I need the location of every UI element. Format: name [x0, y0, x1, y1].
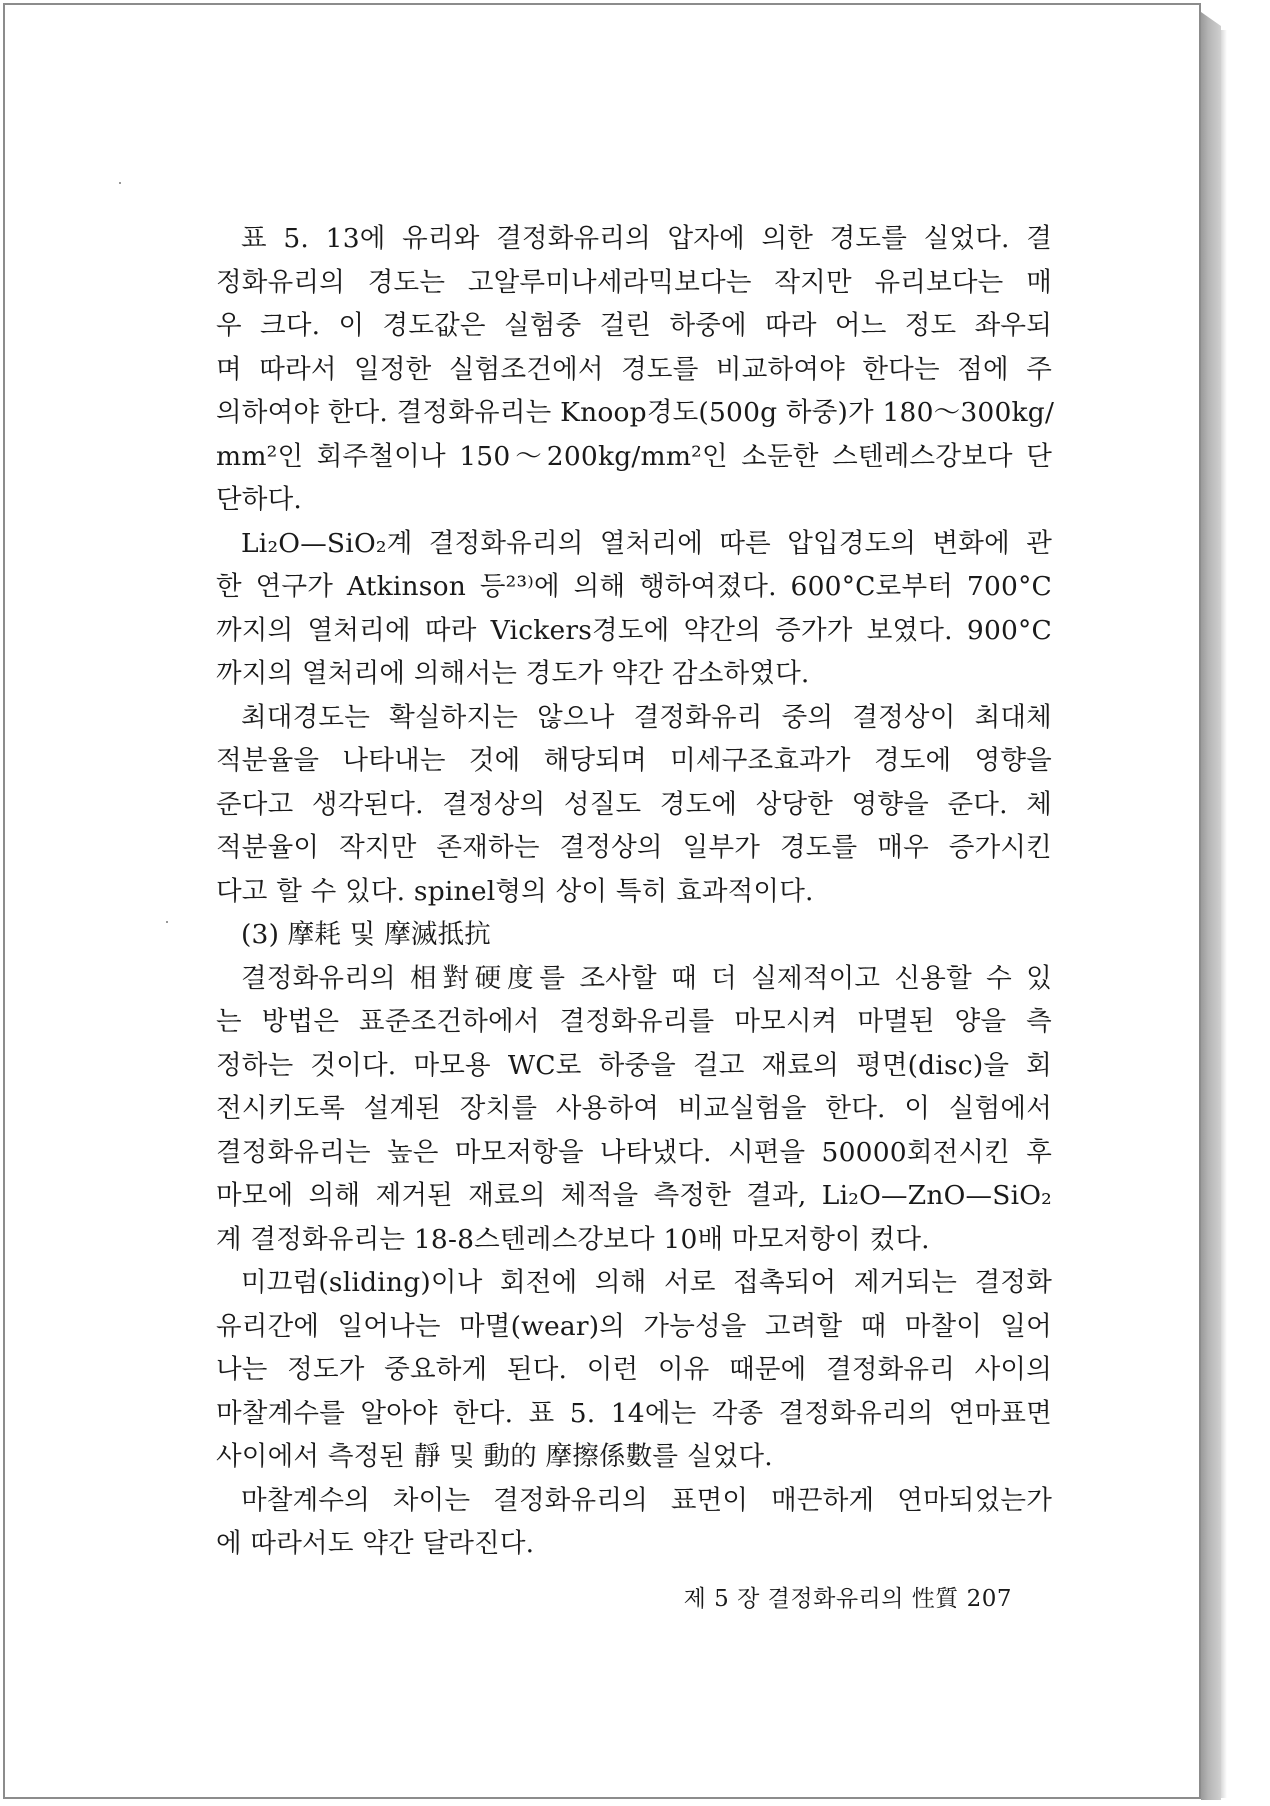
- paragraph-line: 까지의 열처리에 의해서는 경도가 약간 감소하였다.: [216, 658, 810, 689]
- paragraph-line: 결정화유리의 相對硬度를 조사할 때 더 실제적이고 신용할 수 있: [241, 962, 1052, 994]
- paragraph-line: 에 따라서도 약간 달라진다.: [216, 1528, 535, 1559]
- section-heading: (3) 摩耗 및 摩滅抵抗: [241, 919, 492, 950]
- paragraph-line: 마찰계수의 차이는 결정화유리의 표면이 매끈하게 연마되었는가: [241, 1484, 1052, 1516]
- paragraph-line: 전시키도록 설계된 장치를 사용하여 비교실험을 한다. 이 실험에서: [216, 1093, 1052, 1124]
- paragraph-line: 사이에서 측정된 靜 및 動的 摩擦係數를 실었다.: [216, 1441, 773, 1472]
- page-edge-shadow: [1221, 30, 1227, 1798]
- paragraph-line: 다고 할 수 있다. spinel형의 상이 특히 효과적이다.: [216, 875, 814, 907]
- paragraph-line: 준다고 생각된다. 결정상의 성질도 경도에 상당한 영향을 준다. 체: [216, 788, 1052, 820]
- paragraph-line: 까지의 열처리에 따라 Vickers경도에 약간의 증가가 보였다. 900°C: [216, 614, 1052, 646]
- paragraph-line: 정화유리의 경도는 고알루미나세라믹보다는 작지만 유리보다는 매: [216, 266, 1052, 298]
- paragraph-line: 정하는 것이다. 마모용 WC로 하중을 걸고 재료의 평면(disc)을 회: [216, 1049, 1052, 1081]
- page-edge: [1201, 12, 1221, 1800]
- paragraph-line: 최대경도는 확실하지는 않으나 결정화유리 중의 결정상이 최대체: [241, 701, 1052, 733]
- body-text: [216, 217, 1055, 1566]
- scan-speck: [119, 182, 121, 184]
- paragraph-line: 는 방법은 표준조건하에서 결정화유리를 마모시켜 마멸된 양을 측: [216, 1006, 1052, 1037]
- paragraph-line: 마모에 의해 제거된 재료의 체적을 측정한 결과, Li₂O—ZnO—SiO₂: [216, 1180, 1052, 1211]
- page-footer: 제 5 장 결정화유리의 性質 207: [683, 1586, 1012, 1612]
- paragraph-line: 우 크다. 이 경도값은 실험중 걸린 하중에 따라 어느 정도 좌우되: [216, 310, 1052, 341]
- paragraph-line: mm²인 회주철이나 150～200kg/mm²인 소둔한 스텐레스강보다 단: [216, 440, 1052, 472]
- paragraph-line: 나는 정도가 중요하게 된다. 이런 이유 때문에 결정화유리 사이의: [216, 1354, 1052, 1385]
- paragraph-line: 적분율을 나타내는 것에 해당되며 미세구조효과가 경도에 영향을: [216, 745, 1052, 776]
- paragraph-line: 단하다.: [216, 484, 303, 515]
- paragraph-line: 며 따라서 일정한 실험조건에서 경도를 비교하여야 한다는 점에 주: [216, 353, 1052, 385]
- paragraph-line: 한 연구가 Atkinson 등²³⁾에 의해 행하여졌다. 600°C로부터 700°C: [216, 571, 1052, 602]
- paragraph-line: 유리간에 일어나는 마멸(wear)의 가능성을 고려할 때 마찰이 일어: [216, 1310, 1052, 1342]
- paragraph-line: 결정화유리는 높은 마모저항을 나타냈다. 시편을 50000회전시킨 후: [216, 1136, 1052, 1168]
- paragraph-line: 계 결정화유리는 18-8스텐레스강보다 10배 마모저항이 컸다.: [216, 1223, 930, 1255]
- paragraph-line: 적분율이 작지만 존재하는 결정상의 일부가 경도를 매우 증가시킨: [216, 832, 1052, 863]
- paragraph-line: 마찰계수를 알아야 한다. 표 5. 14에는 각종 결정화유리의 연마표면: [216, 1397, 1052, 1429]
- paragraph-line: 의하여야 한다. 결정화유리는 Knoop경도(500g 하중)가 180～300kg/: [216, 397, 1055, 428]
- scan-speck: [166, 921, 168, 923]
- paragraph-line: 표 5. 13에 유리와 결정화유리의 압자에 의한 경도를 실었다. 결: [241, 223, 1052, 254]
- paragraph-line: Li₂O—SiO₂계 결정화유리의 열처리에 따른 압입경도의 변화에 관: [241, 527, 1052, 559]
- paragraph-line: 미끄럼(sliding)이나 회전에 의해 서로 접촉되어 제거되는 결정화: [241, 1267, 1052, 1298]
